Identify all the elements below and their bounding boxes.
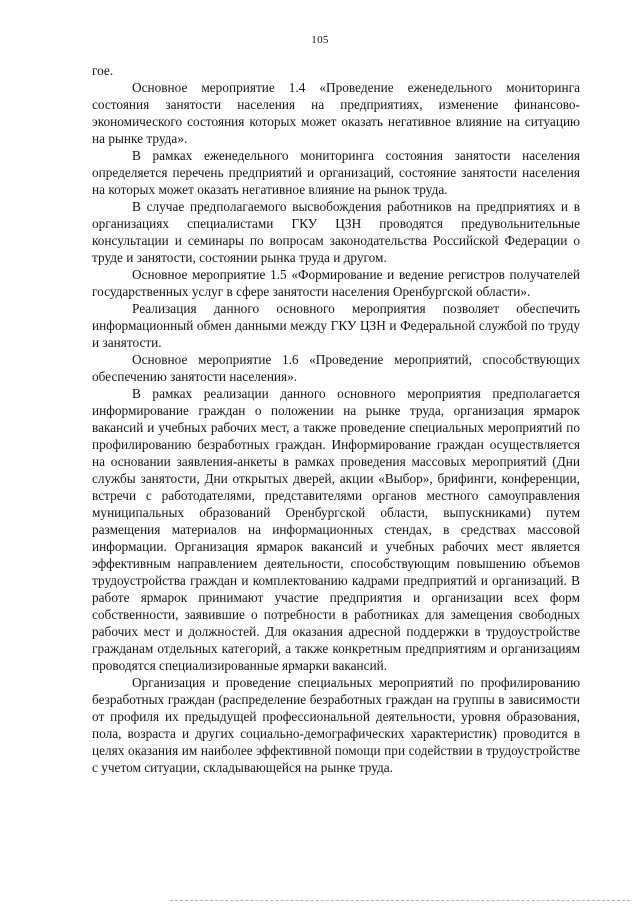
paragraph-measure-1-6: Основное мероприятие 1.6 «Проведение мероприятий, способствующих обеспечению занятости населения». bbox=[92, 352, 580, 384]
page-number: 105 bbox=[311, 34, 329, 46]
body-text bbox=[92, 62, 580, 776]
paragraph-layoff-consultations: В случае предполагаемого высвобождения работников на предприятиях и в организациях специалистами ГКУ ЦЗН проводятся предувольнительные консультации и семинары по вопросам законодательства Российской Федерации о труде и занятости, состоянии рынка труда и другом. bbox=[92, 199, 580, 265]
paragraph-job-fairs: В рамках реализации данного основного мероприятия предполагается информирование граждан о положении на рынке труда, организация ярмарок вакансий и учебных рабочих мест, а также проведение специальных мероприятий по профилированию безработных граждан. Информирование граждан осуществляется на основании заявления-анкеты в рамках проведения массовых мероприятий (Дни службы занятости, Дни открытых дверей, акции «Выбор», брифинги, конференции, встречи с работодателями, представителями органов местного самоуправления муниципальных образований Оренбургской области, выпускниками) путем размещения материалов на информационных стендах, в средствах массовой информации. Организация ярмарок вакансий и учебных рабочих мест является эффективным направлением деятельности, способствующим повышению объемов трудоустройства граждан и комплектованию кадрами предприятий и организаций. В работе ярмарок принимают участие предприятия и организации всех форм собственности, заявившие о потребности в работниках для замещения свободных рабочих мест и должностей. Для оказания адресной поддержки в трудоустройстве гражданам отдельных категорий, а также конкретным предприятиям и организациям проводятся специализированные ярмарки вакансий. bbox=[92, 386, 580, 673]
paragraph-measure-1-4: Основное мероприятие 1.4 «Проведение еженедельного мониторинга состояния занятости населения на предприятиях, изменение финансово-экономического состояния которых может оказать негативное влияние на ситуацию на рынке труда». bbox=[92, 80, 580, 146]
paragraph-profiling: Организация и проведение специальных мероприятий по профилированию безработных граждан (распределение безработных граждан на группы в зависимости от профиля их предыдущей профессиональной деятельности, уровня образования, пола, возраста и других социально-демографических характеристик) проводится в целях оказания им наиболее эффективной помощи при содействии в трудоустройстве с учетом ситуации, складывающейся на рынке труда. bbox=[92, 675, 580, 775]
paragraph-monitoring: В рамках еженедельного мониторинга состояния занятости населения определяется перечень предприятий и организаций, состояние занятости населения на которых может оказать негативное влияние на рынок труда. bbox=[92, 148, 580, 197]
paragraph-information-exchange: Реализация данного основного мероприятия позволяет обеспечить информационный обмен данными между ГКУ ЦЗН и Федеральной службой по труду и занятости. bbox=[92, 301, 580, 350]
paragraph-measure-1-5: Основное мероприятие 1.5 «Формирование и ведение регистров получателей государственных услуг в сфере занятости населения Оренбургской области». bbox=[92, 267, 580, 299]
paragraph-continuation: гое. bbox=[92, 63, 114, 78]
scan-artifact-dashes bbox=[170, 900, 630, 903]
